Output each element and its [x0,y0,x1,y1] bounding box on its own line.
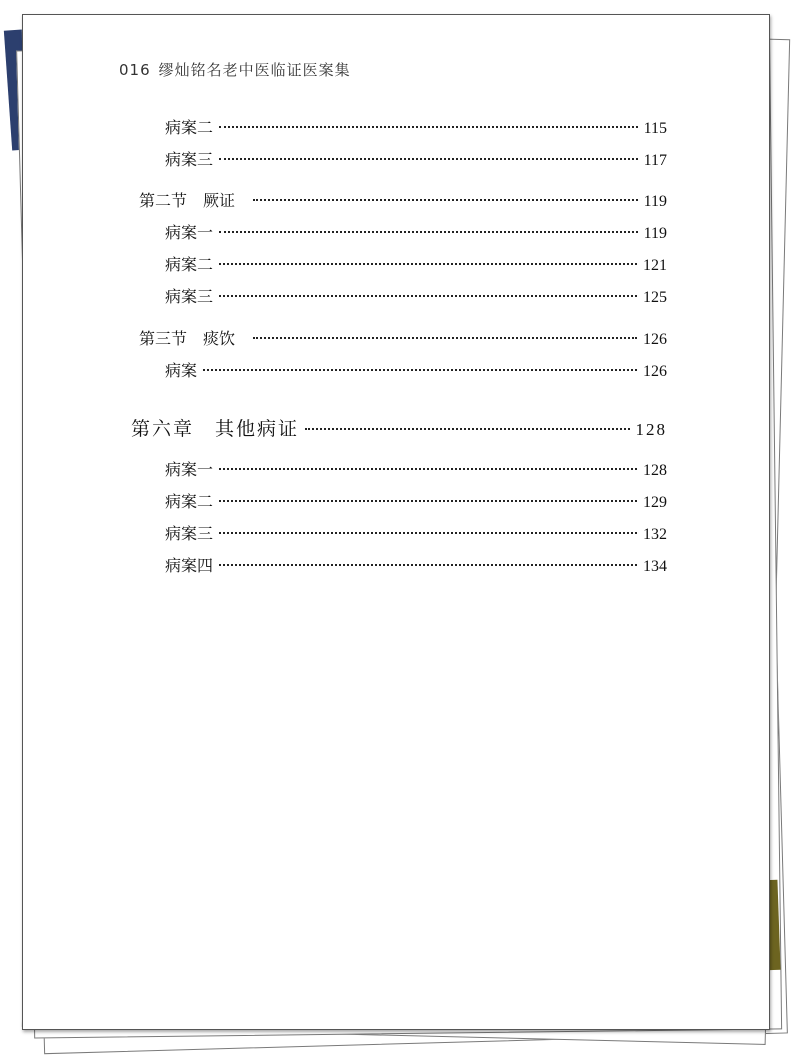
toc-entry-label: 第六章 其他病证 [131,418,300,440]
toc-entry-case[interactable] [165,222,667,244]
toc-entry-label: 第三节 痰饮 [139,329,236,348]
toc-entry-page: 117 [643,152,667,169]
toc-entry-label: 病案一 [165,223,214,242]
toc-entry-label: 病案三 [165,287,214,306]
dot-leader [219,231,638,233]
toc-entry-label: 病案四 [165,556,214,575]
toc-entry-page: 121 [643,257,667,274]
dot-leader [219,295,637,297]
dot-leader [203,369,637,371]
toc-entry-label: 病案一 [165,460,214,479]
toc-entry-label: 病案三 [165,150,214,169]
dot-leader [219,263,637,265]
dot-leader [253,199,638,201]
toc-entry-label: 病案二 [165,118,214,137]
toc-entry-page: 126 [643,363,667,380]
toc-entry-page: 115 [643,120,667,137]
toc-entry-page: 119 [643,225,667,242]
toc-entry-case[interactable] [165,555,667,577]
running-header [119,59,351,80]
page-number: 016 [119,61,151,79]
toc-entry-label: 病案三 [165,524,214,543]
toc-entry-chapter[interactable] [131,418,667,440]
toc-entry-page: 129 [643,494,667,511]
dot-leader [219,532,637,534]
book-title: 缪灿铭名老中医临证医案集 [158,61,351,79]
toc-entry-case[interactable] [165,149,667,171]
toc-entry-page: 132 [643,526,667,543]
dot-leader [305,428,629,430]
toc-entry-page: 119 [643,193,667,210]
dot-leader [219,126,638,128]
dot-leader [219,468,637,470]
toc-entry-label: 病案 [165,361,198,380]
toc-entry-case[interactable] [165,523,667,545]
dot-leader [219,158,638,160]
toc-entry-case[interactable] [165,117,667,139]
toc-entry-case[interactable] [165,286,667,308]
toc-entry-case[interactable] [165,254,667,276]
toc-entry-page: 125 [643,289,667,306]
document-page [22,14,770,1030]
toc-entry-section[interactable] [139,328,667,350]
dot-leader [253,337,637,339]
toc-entry-case[interactable] [165,360,667,382]
toc-entry-section[interactable] [139,190,667,212]
toc-entry-page: 128 [635,420,667,439]
toc-entry-label: 病案二 [165,255,214,274]
toc-entry-case[interactable] [165,491,667,513]
toc-entry-page: 134 [643,558,667,575]
toc-entry-page: 126 [643,331,667,348]
dot-leader [219,564,637,566]
toc-entry-page: 128 [643,462,667,479]
toc-entry-case[interactable] [165,459,667,481]
dot-leader [219,500,637,502]
toc-entry-label: 病案二 [165,492,214,511]
toc-entry-label: 第二节 厥证 [139,191,236,210]
